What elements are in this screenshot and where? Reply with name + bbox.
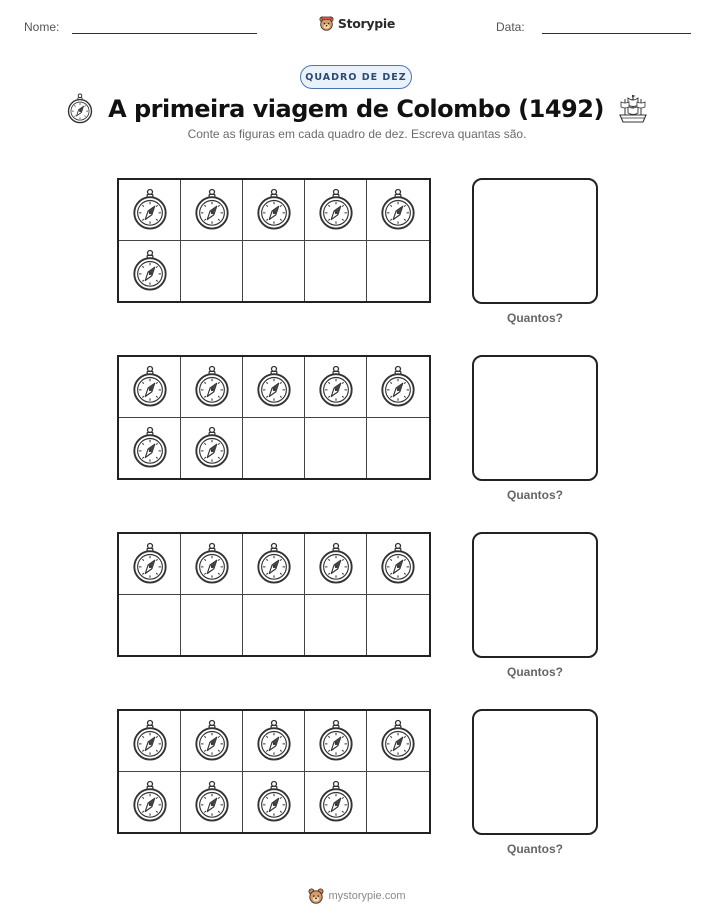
filled-cell	[119, 357, 181, 418]
compass-icon	[317, 719, 355, 763]
compass-icon	[255, 542, 293, 586]
compass-icon	[379, 719, 417, 763]
brand-logo	[0, 12, 714, 34]
compass-icon	[131, 780, 169, 824]
filled-cell	[119, 711, 181, 772]
ten-frame	[117, 532, 431, 657]
empty-cell	[305, 241, 367, 302]
empty-cell	[305, 595, 367, 656]
filled-cell	[119, 241, 181, 302]
answer-box[interactable]	[472, 709, 598, 835]
compass-icon	[379, 365, 417, 409]
filled-cell	[119, 534, 181, 595]
filled-cell	[243, 180, 305, 241]
filled-cell	[119, 772, 181, 833]
ten-frame	[117, 178, 431, 303]
filled-cell	[305, 180, 367, 241]
answer-label: Quantos?	[507, 311, 563, 325]
ten-frame	[117, 709, 431, 834]
compass-icon	[131, 542, 169, 586]
answer-box[interactable]	[472, 355, 598, 481]
filled-cell	[181, 711, 243, 772]
compass-icon	[255, 780, 293, 824]
empty-cell	[181, 595, 243, 656]
bear-logo-icon	[319, 16, 334, 31]
filled-cell	[305, 711, 367, 772]
empty-cell	[243, 241, 305, 302]
answer-label: Quantos?	[507, 488, 563, 502]
title-row	[0, 89, 714, 129]
filled-cell	[181, 418, 243, 479]
filled-cell	[181, 772, 243, 833]
answer-label: Quantos?	[507, 665, 563, 679]
compass-icon	[66, 93, 94, 125]
bear-logo-icon	[308, 888, 324, 904]
empty-cell	[181, 241, 243, 302]
filled-cell	[243, 357, 305, 418]
empty-cell	[367, 772, 429, 833]
compass-icon	[131, 426, 169, 470]
filled-cell	[181, 180, 243, 241]
date-line[interactable]	[542, 33, 691, 34]
empty-cell	[243, 595, 305, 656]
empty-cell	[119, 595, 181, 656]
answer-box[interactable]	[472, 532, 598, 658]
answer-box[interactable]	[472, 178, 598, 304]
compass-icon	[255, 719, 293, 763]
empty-cell	[367, 241, 429, 302]
filled-cell	[119, 418, 181, 479]
footer-url: mystorypie.com	[328, 890, 406, 902]
filled-cell	[243, 711, 305, 772]
compass-icon	[131, 249, 169, 293]
filled-cell	[119, 180, 181, 241]
filled-cell	[305, 772, 367, 833]
empty-cell	[367, 595, 429, 656]
compass-icon	[131, 719, 169, 763]
instructions: Conte as figuras em cada quadro de dez. Escreva quantas são.	[187, 127, 527, 141]
compass-icon	[131, 188, 169, 232]
compass-icon	[193, 188, 231, 232]
compass-icon	[193, 542, 231, 586]
empty-cell	[367, 418, 429, 479]
compass-icon	[317, 365, 355, 409]
brand-name: Storypie	[337, 15, 396, 31]
filled-cell	[367, 357, 429, 418]
compass-icon	[255, 365, 293, 409]
ten-frame	[117, 355, 431, 480]
compass-icon	[317, 188, 355, 232]
compass-icon	[193, 426, 231, 470]
date-label: Data:	[496, 20, 525, 34]
ship-icon	[618, 93, 648, 125]
page-title: A primeira viagem de Colombo (1492)	[108, 95, 604, 123]
filled-cell	[243, 772, 305, 833]
name-label: Nome:	[24, 20, 60, 34]
compass-icon	[317, 780, 355, 824]
answer-label: Quantos?	[507, 842, 563, 856]
filled-cell	[367, 180, 429, 241]
footer	[0, 886, 714, 906]
filled-cell	[181, 357, 243, 418]
filled-cell	[367, 534, 429, 595]
empty-cell	[243, 418, 305, 479]
compass-icon	[379, 188, 417, 232]
filled-cell	[367, 711, 429, 772]
filled-cell	[243, 534, 305, 595]
compass-icon	[193, 719, 231, 763]
filled-cell	[305, 357, 367, 418]
compass-icon	[317, 542, 355, 586]
compass-icon	[255, 188, 293, 232]
compass-icon	[193, 780, 231, 824]
filled-cell	[305, 534, 367, 595]
empty-cell	[305, 418, 367, 479]
filled-cell	[181, 534, 243, 595]
compass-icon	[379, 542, 417, 586]
compass-icon	[131, 365, 169, 409]
compass-icon	[193, 365, 231, 409]
worksheet-type-badge: QUADRO DE DEZ	[300, 65, 412, 89]
